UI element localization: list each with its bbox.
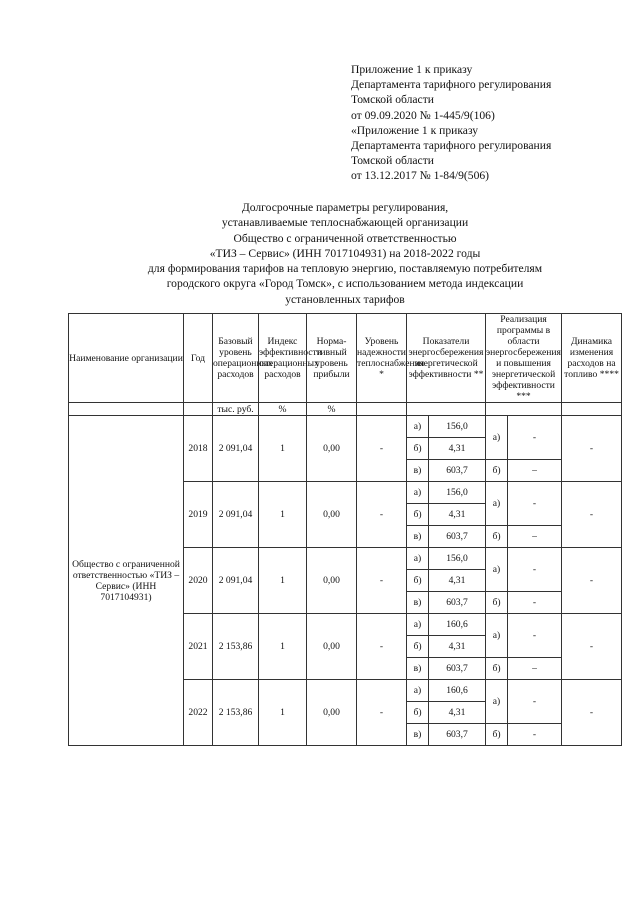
indicator-label: в)	[407, 460, 429, 482]
normative-profit-cell: 0,00	[307, 548, 357, 614]
indicator-value: 4,31	[429, 702, 486, 724]
program-label: а)	[486, 680, 508, 724]
program-value: -	[508, 680, 562, 724]
unit-cell	[562, 403, 622, 416]
indicator-label: б)	[407, 570, 429, 592]
reliability-cell: -	[357, 416, 407, 482]
year-cell: 2018	[184, 416, 213, 482]
base-level-cell: 2 153,86	[213, 680, 259, 746]
col-header-base-level: Базовый уровень операционных расходов	[213, 314, 259, 403]
fuel-dynamics-cell: -	[562, 482, 622, 548]
program-value: -	[508, 416, 562, 460]
title-line: устанавливаемые теплоснабжающей организации	[221, 216, 469, 230]
efficiency-index-cell: 1	[259, 548, 307, 614]
normative-profit-cell: 0,00	[307, 482, 357, 548]
program-value: -	[508, 614, 562, 658]
program-label: а)	[486, 482, 508, 526]
col-header-program: Реализация программы в области энергосбережения и повышения энергетической эффективности ***	[486, 314, 561, 402]
unit-cell	[357, 403, 407, 416]
indicator-label: в)	[407, 658, 429, 680]
indicator-label: а)	[407, 548, 429, 570]
indicator-value: 156,0	[429, 416, 486, 438]
header-line: от 09.09.2020 № 1-445/9(106)	[351, 108, 495, 122]
fuel-dynamics-cell: -	[562, 680, 622, 746]
indicator-value: 4,31	[429, 636, 486, 658]
program-value: –	[508, 658, 562, 680]
title-line: для формирования тарифов на тепловую энергию, поставляемую потребителям	[147, 262, 543, 276]
unit-index: %	[259, 403, 307, 416]
normative-profit-cell: 0,00	[307, 614, 357, 680]
indicator-label: в)	[407, 724, 429, 746]
program-label: а)	[486, 548, 508, 592]
col-header-year: Год	[184, 314, 213, 403]
indicator-label: б)	[407, 438, 429, 460]
base-level-cell: 2 091,04	[213, 482, 259, 548]
indicator-value: 156,0	[429, 482, 486, 504]
unit-norm: %	[307, 403, 357, 416]
header-line: Департамента тарифного регулирования	[351, 78, 552, 92]
program-label: б)	[486, 526, 508, 548]
col-header-energy-indicators: Показатели энергосбережения энергетической эффективности **	[407, 314, 486, 403]
header-line: «Приложение 1 к приказу	[351, 123, 479, 137]
col-header-efficiency-index: Индекс эффективности операционных расходов	[259, 314, 307, 403]
title-line: «ТИЗ – Сервис» (ИНН 7017104931) на 2018-2022 годы	[209, 246, 481, 260]
fuel-dynamics-cell: -	[562, 614, 622, 680]
col-header-reliability: Уровень надежности теплоснабжения *	[357, 314, 407, 403]
indicator-value: 603,7	[429, 526, 486, 548]
fuel-dynamics-cell: -	[562, 548, 622, 614]
col-header-normative-profit: Норма-тивный уровень прибыли	[307, 314, 357, 403]
efficiency-index-cell: 1	[259, 416, 307, 482]
indicator-label: в)	[407, 592, 429, 614]
program-label: а)	[486, 614, 508, 658]
year-cell: 2021	[184, 614, 213, 680]
unit-cell	[407, 403, 486, 416]
year-cell: 2019	[184, 482, 213, 548]
header-line: Приложение 1 к приказу	[351, 63, 473, 76]
indicator-value: 603,7	[429, 724, 486, 746]
col-header-fuel-dynamics: Динамика изменения расходов на топливо ****	[562, 314, 622, 403]
reliability-cell: -	[357, 680, 407, 746]
indicator-value: 160,6	[429, 614, 486, 636]
efficiency-index-cell: 1	[259, 680, 307, 746]
indicator-label: б)	[407, 636, 429, 658]
unit-base: тыс. руб.	[213, 403, 259, 416]
indicator-label: а)	[407, 614, 429, 636]
col-header-organization: Наименование организации	[69, 314, 184, 403]
reliability-cell: -	[357, 614, 407, 680]
indicator-label: а)	[407, 482, 429, 504]
header-line: Департамента тарифного регулирования	[351, 139, 552, 153]
program-value: -	[508, 592, 562, 614]
fuel-dynamics-cell: -	[562, 416, 622, 482]
title-line: установленных тарифов	[285, 292, 405, 306]
indicator-label: в)	[407, 526, 429, 548]
reliability-cell: -	[357, 548, 407, 614]
program-value: -	[508, 724, 562, 746]
title-line: Долгосрочные параметры регулирования,	[241, 201, 449, 214]
program-label: б)	[486, 724, 508, 746]
indicator-value: 4,31	[429, 570, 486, 592]
header-line: Томской области	[351, 93, 434, 107]
year-cell: 2022	[184, 680, 213, 746]
table-row	[69, 416, 622, 438]
units-row	[69, 403, 622, 416]
indicator-value: 603,7	[429, 460, 486, 482]
program-value: –	[508, 526, 562, 548]
efficiency-index-cell: 1	[259, 614, 307, 680]
indicator-label: б)	[407, 504, 429, 526]
year-cell: 2020	[184, 548, 213, 614]
document-title	[110, 200, 580, 307]
unit-cell	[486, 403, 562, 416]
header-line: Томской области	[351, 154, 434, 168]
indicator-value: 603,7	[429, 658, 486, 680]
normative-profit-cell: 0,00	[307, 680, 357, 746]
program-value: –	[508, 460, 562, 482]
unit-cell	[69, 403, 184, 416]
base-level-cell: 2 091,04	[213, 548, 259, 614]
table-header-row	[69, 314, 622, 403]
order-reference-block	[351, 62, 551, 184]
program-label: б)	[486, 460, 508, 482]
indicator-label: б)	[407, 702, 429, 724]
indicator-value: 4,31	[429, 438, 486, 460]
indicator-label: а)	[407, 680, 429, 702]
efficiency-index-cell: 1	[259, 482, 307, 548]
program-label: б)	[486, 658, 508, 680]
organization-name-cell: Общество с ограниченной ответственностью «ТИЗ – Сервис» (ИНН 7017104931)	[69, 416, 184, 746]
reliability-cell: -	[357, 482, 407, 548]
indicator-value: 156,0	[429, 548, 486, 570]
indicator-value: 160,6	[429, 680, 486, 702]
indicator-value: 603,7	[429, 592, 486, 614]
title-line: городского округа «Город Томск», с использованием метода индексации	[166, 277, 524, 291]
normative-profit-cell: 0,00	[307, 416, 357, 482]
program-label: а)	[486, 416, 508, 460]
base-level-cell: 2 153,86	[213, 614, 259, 680]
title-line: Общество с ограниченной ответственностью	[233, 231, 457, 245]
unit-cell	[184, 403, 213, 416]
indicator-value: 4,31	[429, 504, 486, 526]
program-value: -	[508, 482, 562, 526]
program-label: б)	[486, 592, 508, 614]
parameters-table	[68, 313, 622, 746]
indicator-label: а)	[407, 416, 429, 438]
program-value: -	[508, 548, 562, 592]
header-line: от 13.12.2017 № 1-84/9(506)	[351, 169, 490, 183]
base-level-cell: 2 091,04	[213, 416, 259, 482]
